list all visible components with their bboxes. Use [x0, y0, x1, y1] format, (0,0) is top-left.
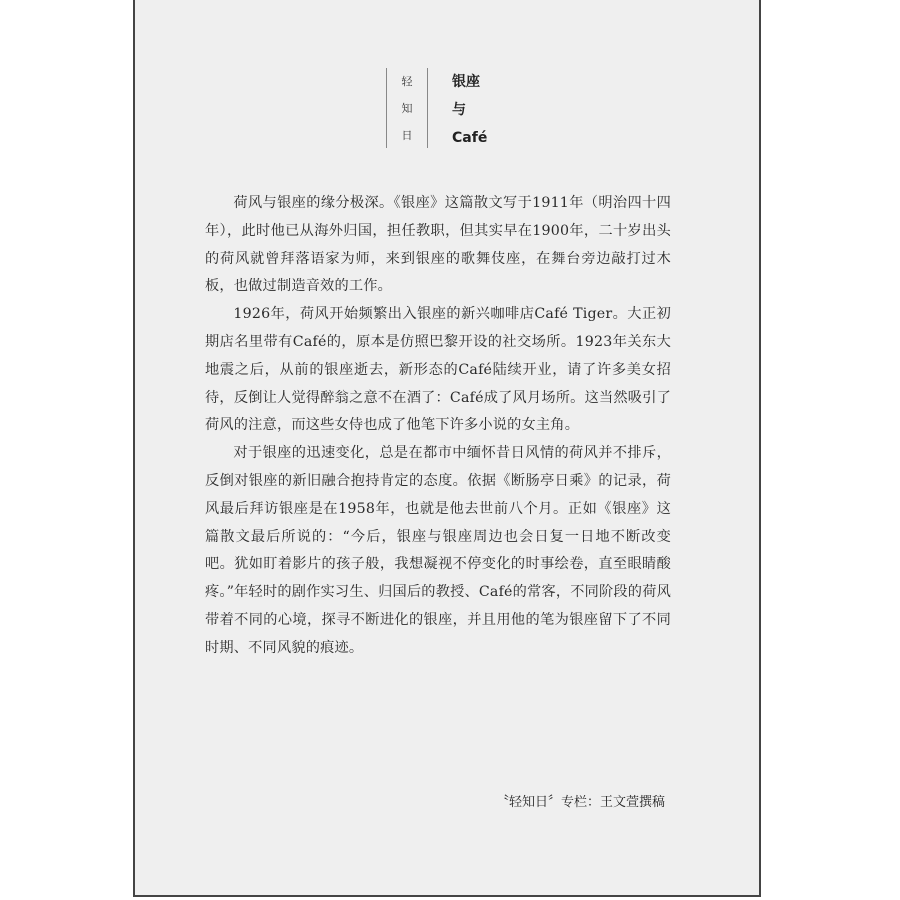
paragraph: 荷风与银座的缘分极深。《银座》这篇散文写于1911年（明治四十四年），此时他已从海外归国，担任教职，但其实早在1900年，二十岁出头的荷风就曾拜落语家为师，来到银座的歌舞伎座，在舞台旁边敲打过木板，也做过制造音效的工作。 — [205, 195, 671, 295]
series-label — [386, 68, 428, 148]
article-title — [452, 68, 532, 152]
paragraph: 对于银座的迅速变化，总是在都市中缅怀昔日风情的荷风并不排斥，反倒对银座的新旧融合抱持肯定的态度。依据《断肠亭日乘》的记录，荷风最后拜访银座是在1958年，也就是他去世前八个月。正如《银座》这篇散文最后所说的：“今后，银座与银座周边也会日复一日地不断改变吧。犹如盯着影片的孩子般，我想凝视不停变化的时事绘卷，直至眼睛酸疼。”年轻时的剧作实习生、归国后的教授、Café的常客，不同阶段的荷风带着不同的心境，探寻不断进化的银座，并且用他的笔为银座留下了不同时期、不同风貌的痕迹。 — [205, 445, 671, 656]
series-char: 知 — [401, 101, 413, 115]
byline: 〝轻知日〞专栏：王文萱撰稿 — [495, 795, 665, 810]
series-char: 日 — [401, 128, 413, 142]
title-line: 与 — [452, 102, 466, 118]
title-line: 银座 — [452, 74, 480, 90]
book-page — [133, 0, 761, 897]
article-body — [205, 190, 671, 663]
paragraph: 1926年，荷风开始频繁出入银座的新兴咖啡店Café Tiger。大正初期店名里带有Café的，原本是仿照巴黎开设的社交场所。1923年关东大地震之后，从前的银座逝去，新形态的Café陆续开业，请了许多美女招待，反倒让人觉得醉翁之意不在酒了：Café成了风月场所。这当然吸引了荷风的注意，而这些女侍也成了他笔下许多小说的女主角。 — [205, 306, 671, 434]
title-line: Café — [452, 130, 488, 146]
series-char: 轻 — [401, 75, 413, 89]
